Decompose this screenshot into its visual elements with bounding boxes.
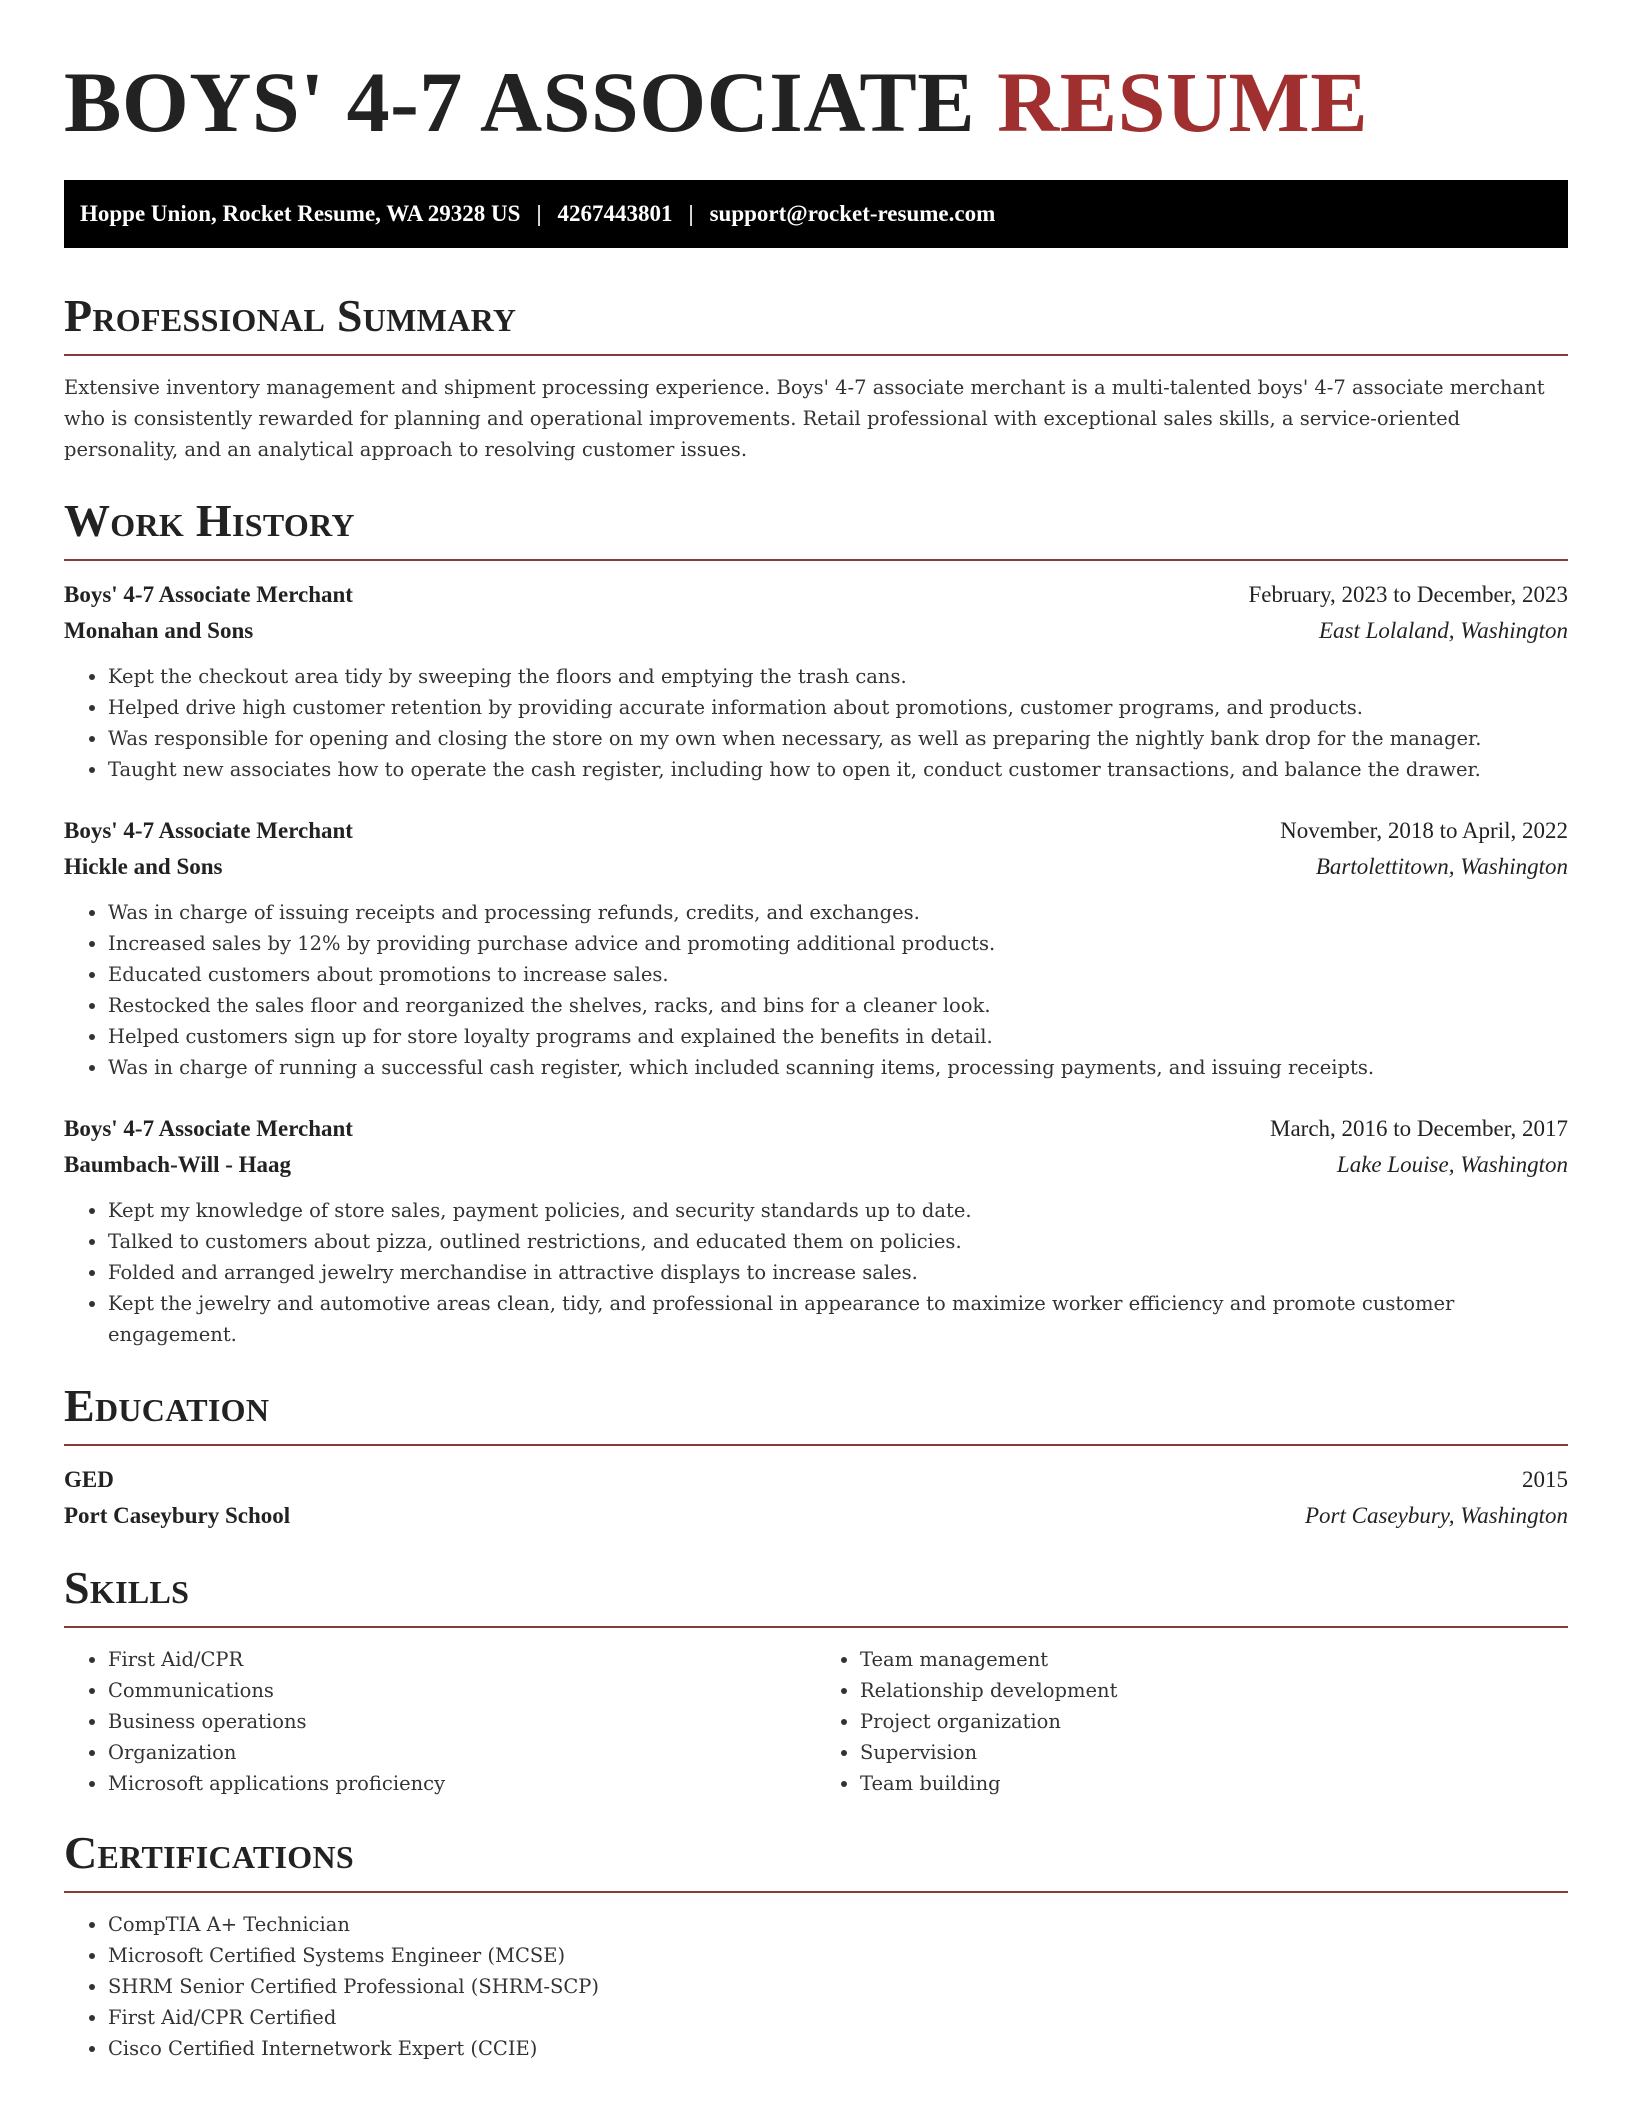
education-location: Port Caseybury, Washington <box>1304 1503 1568 1528</box>
job-bullet: • Was responsible for opening and closing the store on my own when necessary, as well as preparing the nightly bank drop for the manager. <box>108 723 1568 754</box>
job-dates: February, 2023 to December, 2023 <box>1248 582 1568 607</box>
skills-list-right <box>816 1644 1568 1799</box>
skill-item: • Team management <box>860 1644 1568 1675</box>
job-bullet: • Talked to customers about pizza, outlined restrictions, and educated them on policies. <box>108 1226 1568 1257</box>
title-accent: RESUME <box>997 54 1369 150</box>
section-divider <box>64 354 1568 356</box>
job-bullets <box>64 897 1568 1083</box>
section-heading: Skills <box>64 1562 190 1613</box>
job-location: East Lolaland, Washington <box>1319 618 1568 643</box>
section-divider <box>64 559 1568 561</box>
title-main: BOYS' 4-7 ASSOCIATE <box>64 54 998 150</box>
skill-item: • Communications <box>108 1675 816 1706</box>
section-heading: Certifications <box>64 1827 354 1878</box>
contact-bar <box>64 180 1568 248</box>
summary-text: Extensive inventory management and shipment processing experience. Boys' 4-7 associate merchant is a multi-talented boys' 4-7 associate merchant who is consistently rewarded for planning and operational improvements. Retail professional with exceptional sales skills, a service-oriented personality, and an analytical approach to resolving customer issues. <box>64 376 1545 461</box>
job-bullet: • Was in charge of running a successful cash register, which included scanning items, processing payments, and issuing receipts. <box>108 1052 1568 1083</box>
contact-separator: | <box>536 201 542 226</box>
job-entry <box>64 577 1568 785</box>
skill-item: • Relationship development <box>860 1675 1568 1706</box>
job-company: Monahan and Sons <box>64 618 254 643</box>
job-bullet: • Kept the jewelry and automotive areas clean, tidy, and professional in appearance to maximize worker efficiency and promote customer engagement. <box>108 1288 1568 1350</box>
job-bullets <box>64 661 1568 785</box>
education-section <box>64 1378 1568 1534</box>
job-bullet: • Restocked the sales floor and reorganized the shelves, racks, and bins for a cleaner look. <box>108 990 1568 1021</box>
skill-item: • Organization <box>108 1737 816 1768</box>
contact-phone: 4267443801 <box>557 201 673 226</box>
education-year: 2015 <box>1522 1467 1568 1492</box>
skills-section <box>64 1560 1568 1799</box>
certification-item: • Microsoft Certified Systems Engineer (MCSE) <box>108 1940 1568 1971</box>
job-location: Lake Louise, Washington <box>1336 1152 1568 1177</box>
job-entry <box>64 813 1568 1083</box>
job-bullet: • Educated customers about promotions to increase sales. <box>108 959 1568 990</box>
skill-item: • Microsoft applications proficiency <box>108 1768 816 1799</box>
certification-item: • CompTIA A+ Technician <box>108 1909 1568 1940</box>
section-heading: Education <box>64 1380 270 1431</box>
job-bullet: • Kept the checkout area tidy by sweeping the floors and emptying the trash cans. <box>108 661 1568 692</box>
certification-item: • First Aid/CPR Certified <box>108 2002 1568 2033</box>
work-history-section <box>64 493 1568 1350</box>
skill-item: • Business operations <box>108 1706 816 1737</box>
job-bullet: • Taught new associates how to operate the cash register, including how to open it, conduct customer transactions, and balance the drawer. <box>108 754 1568 785</box>
skill-item: • Project organization <box>860 1706 1568 1737</box>
education-degree: GED <box>64 1467 114 1492</box>
skill-item: • First Aid/CPR <box>108 1644 816 1675</box>
job-bullet: • Was in charge of issuing receipts and processing refunds, credits, and exchanges. <box>108 897 1568 928</box>
job-entry <box>64 1111 1568 1350</box>
section-heading: Work History <box>64 495 355 546</box>
job-bullets <box>64 1195 1568 1350</box>
skills-grid <box>64 1644 1568 1799</box>
job-bullet: • Helped customers sign up for store loyalty programs and explained the benefits in detail. <box>108 1021 1568 1052</box>
section-divider <box>64 1626 1568 1628</box>
job-bullet: • Helped drive high customer retention by providing accurate information about promotions, customer programs, and products. <box>108 692 1568 723</box>
section-divider <box>64 1444 1568 1446</box>
section-heading: Professional Summary <box>64 290 517 341</box>
job-title: Boys' 4-7 Associate Merchant <box>64 582 353 607</box>
job-dates: March, 2016 to December, 2017 <box>1270 1116 1568 1141</box>
certification-item: • SHRM Senior Certified Professional (SHRM-SCP) <box>108 1971 1568 2002</box>
contact-address: Hoppe Union, Rocket Resume, WA 29328 US <box>80 201 521 226</box>
certifications-list <box>64 1909 1568 2064</box>
job-company: Baumbach-Will - Haag <box>64 1152 292 1177</box>
skill-item: • Supervision <box>860 1737 1568 1768</box>
resume-title <box>64 52 1568 152</box>
certifications-section <box>64 1825 1568 2064</box>
skill-item: • Team building <box>860 1768 1568 1799</box>
job-bullet: • Folded and arranged jewelry merchandise in attractive displays to increase sales. <box>108 1257 1568 1288</box>
job-dates: November, 2018 to April, 2022 <box>1280 818 1568 843</box>
contact-email[interactable]: support@rocket-resume.com <box>709 201 996 226</box>
section-divider <box>64 1891 1568 1893</box>
job-bullet: • Kept my knowledge of store sales, payment policies, and security standards up to date. <box>108 1195 1568 1226</box>
job-title: Boys' 4-7 Associate Merchant <box>64 1116 353 1141</box>
job-bullet: • Increased sales by 12% by providing purchase advice and promoting additional products. <box>108 928 1568 959</box>
job-title: Boys' 4-7 Associate Merchant <box>64 818 353 843</box>
certification-item: • Cisco Certified Internetwork Expert (CCIE) <box>108 2033 1568 2064</box>
job-location: Bartolettitown, Washington <box>1315 854 1568 879</box>
contact-separator: | <box>688 201 694 226</box>
education-school: Port Caseybury School <box>64 1503 291 1528</box>
professional-summary-section <box>64 288 1568 465</box>
job-company: Hickle and Sons <box>64 854 223 879</box>
skills-list-left <box>64 1644 816 1799</box>
